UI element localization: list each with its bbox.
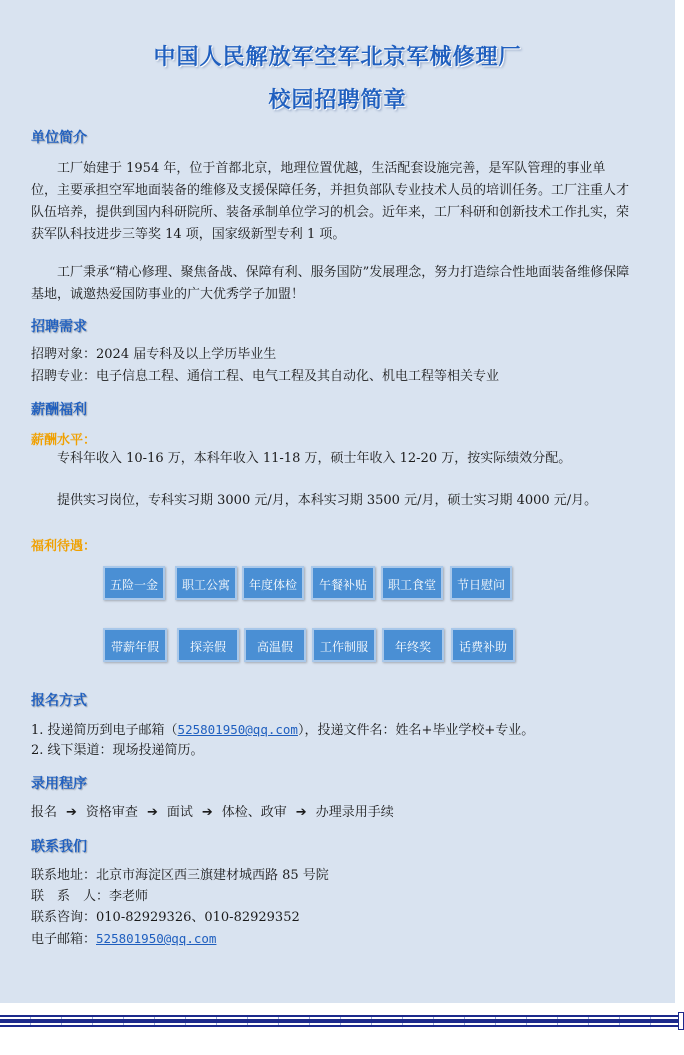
page-title: 中国人民解放军空军北京军械修理厂 [153, 45, 522, 70]
process-step: 面试 [166, 805, 193, 820]
section-heading-intro: 单位简介 [31, 130, 87, 146]
arrow-right-icon: ➔ [66, 805, 77, 820]
apply-item-2: 2. 线下渠道：现场投递简历。 [31, 743, 204, 758]
arrow-right-icon: ➔ [146, 805, 158, 820]
section-heading-apply: 报名方式 [31, 693, 87, 709]
process-steps [31, 802, 394, 824]
benefit-tag: 带薪年假 [103, 628, 167, 662]
contact-address: 联系地址：北京市海淀区西三旗建材城西路 85 号院 [31, 868, 329, 883]
recruit-target: 招聘对象：2024 届专科及以上学历毕业生 [31, 347, 277, 362]
section-heading-contact: 联系我们 [31, 839, 87, 855]
benefit-tag: 五险一金 [103, 566, 165, 600]
contact-person: 联 系 人：李老师 [31, 889, 149, 904]
benefit-tag: 话费补助 [451, 628, 515, 662]
footer-line [0, 1025, 684, 1027]
recruit-majors: 招聘专业：电子信息工程、通信工程、电气工程及其自动化、机电工程等相关专业 [31, 369, 500, 384]
footer-line [0, 1019, 684, 1023]
benefit-tag: 工作制服 [312, 628, 376, 662]
footer-end-cap [678, 1012, 684, 1030]
contact-email-label: 电子邮箱： [31, 932, 97, 947]
arrow-right-icon: ➔ [295, 805, 307, 820]
apply-email-link[interactable]: 525801950@qq.com [177, 722, 298, 737]
process-step: 体检、政审 [221, 805, 287, 820]
benefit-tag: 高温假 [244, 628, 306, 662]
benefit-tag: 年度体检 [242, 566, 304, 600]
process-step: 资格审查 [85, 805, 138, 820]
contact-phone: 联系咨询：010-82929326、010-82929352 [31, 910, 300, 925]
benefit-tag: 职工公寓 [175, 566, 237, 600]
salary-paragraph-1: 专科年收入 10-16 万，本科年收入 11-18 万，硕士年收入 12-20 万，按实际绩效分配。 [57, 451, 572, 466]
benefit-tag: 年终奖 [382, 628, 444, 662]
footer-decorative-band [0, 1015, 684, 1027]
apply-item-1-prefix: 1. 投递简历到电子邮箱（ [31, 723, 178, 738]
apply-item-1-suffix: ），投递文件名：姓名+毕业学校+专业。 [297, 723, 535, 738]
benefit-tag: 午餐补贴 [311, 566, 375, 600]
benefit-tag: 职工食堂 [381, 566, 443, 600]
contact-email-link[interactable]: 525801950@qq.com [96, 931, 217, 946]
section-heading-salary: 薪酬福利 [31, 402, 87, 418]
benefits-label: 福利待遇： [31, 539, 97, 554]
intro-paragraph-2: 工厂秉承“精心修理、聚焦备战、保障有利、服务国防”发展理念，努力打造综合性地面装备维修保障基地，诚邀热爱国防事业的广大优秀学子加盟！ [31, 265, 630, 302]
arrow-right-icon: ➔ [201, 805, 213, 820]
benefit-tag: 节日慰问 [450, 566, 512, 600]
process-step: 报名 [31, 805, 58, 820]
apply-item-1 [31, 719, 534, 742]
page-subtitle: 校园招聘简章 [268, 88, 407, 113]
process-step: 办理录用手续 [315, 805, 394, 820]
contact-email [31, 928, 216, 951]
section-heading-requirements: 招聘需求 [31, 319, 87, 335]
intro-paragraph-1: 工厂始建于 1954 年，位于首都北京，地理位置优越，生活配套设施完善，是军队管理的事业单位，主要承担空军地面装备的维修及支援保障任务，并担负部队专业技术人员的培训任务。工厂注重人才队伍培养，提供到国内科研院所、装备承制单位学习的机会。近年来，工厂科研和创新技术工作扎实，荣获军队科技进步三等奖 14 项，国家级新型专利 1 项。 [31, 161, 630, 242]
salary-paragraph-2: 提供实习岗位，专科实习期 3000 元/月，本科实习期 3500 元/月，硕士实习期 4000 元/月。 [57, 493, 598, 508]
benefit-tag: 探亲假 [177, 628, 239, 662]
salary-level-label: 薪酬水平： [31, 433, 97, 448]
section-heading-process: 录用程序 [31, 776, 87, 792]
